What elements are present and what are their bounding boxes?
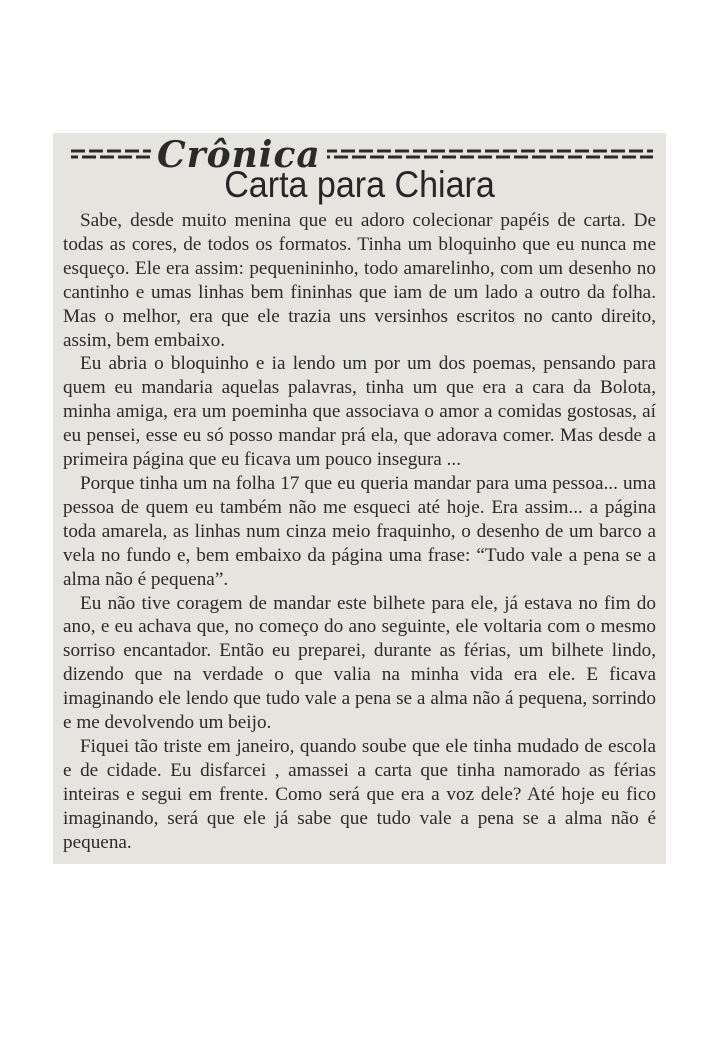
paragraph: Eu não tive coragem de mandar este bilhete para ele, já estava no fim do ano, e eu achava que, no começo do ano seguinte, ele voltaria com o mesmo sorriso encantador. Então eu preparei, durante as férias, um bilhete lindo, dizendo que na verdade o que valia na minha vida era ele. E ficava imaginando ele lendo que tudo vale a pena se a alma não á pequena, sorrindo e me devolvendo um beijo. <box>63 592 656 734</box>
article-body <box>63 209 656 854</box>
newspaper-clipping <box>53 133 666 864</box>
paragraph: Fiquei tão triste em janeiro, quando soube que ele tinha mudado de escola e de cidade. Eu disfarcei , amassei a carta que tinha namorado as férias inteiras e segui em frente. Como será que era a voz dele? Até hoje eu fico imaginando, será que ele já sabe que tudo vale a pena se a alma não é pequena. <box>63 735 656 853</box>
paragraph: Eu abria o bloquinho e ia lendo um por um dos poemas, pensando para quem eu mandaria aquelas palavras, tinha um que era a cara da Bolota, minha amiga, era um poeminha que associava o amor a comidas gostosas, aí eu pensei, esse eu só posso mandar prá ela, que adorava comer. Mas desde a primeira página que eu ficava um pouco insegura ... <box>63 353 656 471</box>
article-title: Carta para Chiara <box>224 164 495 205</box>
paragraph: Sabe, desde muito menina que eu adoro colecionar papéis de carta. De todas as cores, de todos os formatos. Tinha um bloquinho que eu nunca me esqueço. Ele era assim: pequenininho, todo amarelinho, com um desenho no cantinho e umas linhas bem fininhas que iam de um lado a outro da folha. Mas o melhor, era que ele trazia uns versinhos escritos no canto direito, assim, bem embaixo. <box>63 210 656 351</box>
section-label: Crônica <box>151 135 327 175</box>
paragraph: Porque tinha um na folha 17 que eu queria mandar para uma pessoa... uma pessoa de quem eu também não me esqueci até hoje. Era assim... a página toda amarela, as linhas num cinza meio fraquinho, o desenho de um barco a vela no fundo e, bem embaixo da página uma frase: “Tudo vale a pena se a alma não é pequena”. <box>63 472 656 590</box>
